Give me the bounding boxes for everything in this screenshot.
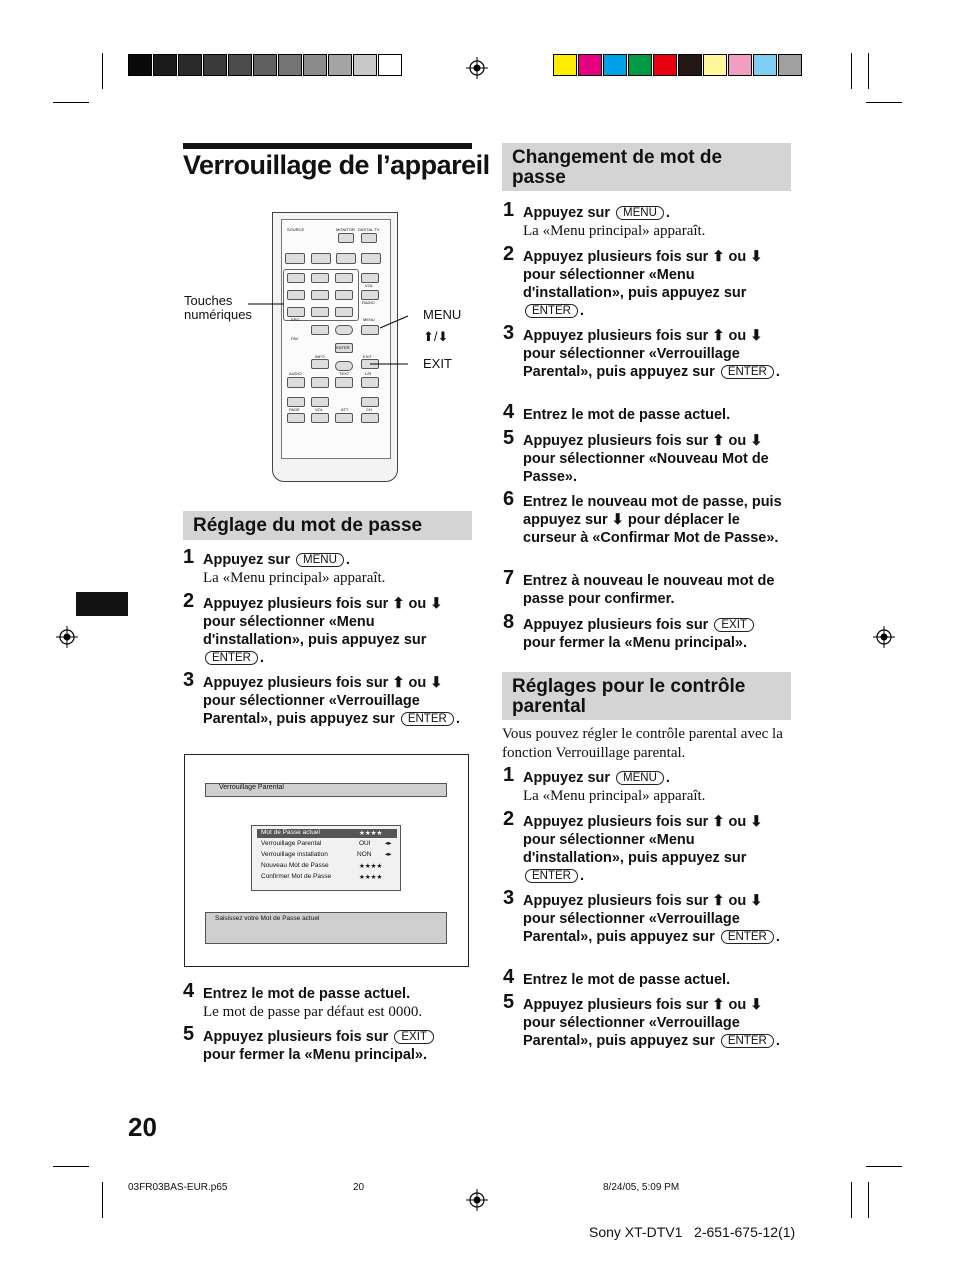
gray-swatch [178, 54, 202, 76]
step-item [503, 966, 787, 989]
step-number: 4 [183, 980, 195, 1002]
step-post: . [579, 868, 585, 884]
section-heading-reglage: Réglage du mot de passe [183, 511, 472, 540]
step-item [503, 611, 787, 652]
num-key [287, 273, 305, 283]
key-exit: EXIT [714, 618, 754, 632]
callout-lines [240, 290, 420, 380]
remote-button [311, 413, 329, 423]
section-intro: Vous pouvez régler le contrôle parental avec la fonction Verrouillage parental. [502, 726, 783, 761]
screen-row-label: Verrouillage installation [261, 851, 328, 858]
step-number: 5 [503, 991, 515, 1013]
step-item [503, 199, 793, 240]
registration-mark-icon [56, 626, 78, 648]
step-number: 1 [503, 199, 515, 221]
step-number: 3 [183, 669, 195, 691]
remote-label: MONITOR [336, 227, 355, 232]
step-number: 4 [503, 401, 515, 423]
step-text: Entrez le mot de passe actuel. [203, 986, 411, 1002]
crop-mark [53, 102, 89, 103]
crop-mark [851, 1182, 852, 1218]
step-number: 2 [183, 590, 195, 612]
remote-label: L/R [365, 371, 372, 376]
remote-label: AUDIO [289, 371, 302, 376]
screen-row-value: ★★★★ [359, 830, 383, 837]
remote-label: CH [366, 407, 372, 412]
step-subtext: Le mot de passe par défaut est 0000. [203, 1004, 423, 1020]
remote-button [361, 413, 379, 423]
step-number: 1 [183, 546, 195, 568]
page-number: 20 [128, 1112, 157, 1142]
title-rule [183, 143, 472, 149]
remote-label: FAV [291, 336, 299, 341]
screen-row-arrows: ◂▸ [385, 851, 392, 858]
step-number: 3 [503, 322, 515, 344]
color-swatch [753, 54, 777, 76]
remote-button [311, 253, 331, 264]
key-exit: EXIT [394, 1030, 434, 1044]
registration-mark-icon [466, 1189, 488, 1211]
registration-mark-icon [873, 626, 895, 648]
remote-label: TEXT [339, 371, 350, 376]
step-text: Appuyez plusieurs fois sur [523, 617, 709, 633]
remote-label: ATT [341, 407, 349, 412]
callout-exit: EXIT [423, 356, 452, 371]
gray-swatch [128, 54, 152, 76]
screen-row-label: Confirmer Mot de Passe [261, 873, 332, 880]
step-text: Appuyez sur [203, 552, 291, 568]
gray-swatch [203, 54, 227, 76]
key-enter: ENTER [525, 304, 578, 318]
step-subtext: La «Menu principal» apparaît. [523, 788, 706, 804]
gray-swatch [353, 54, 377, 76]
step-post: . [665, 205, 670, 221]
key-enter: ENTER [205, 651, 258, 665]
remote-label: SOURCE [287, 227, 305, 232]
footer-model: Sony XT-DTV1 2-651-675-12(1) [589, 1224, 796, 1240]
step-text: Appuyez plusieurs fois sur ⬆ ou ⬇ pour sélectionner «Verrouillage Parental», puis appuyez sur [523, 997, 763, 1049]
step-item [503, 567, 787, 608]
step-item [183, 669, 467, 728]
crop-mark [102, 1182, 103, 1218]
step-text: Entrez à nouveau le nouveau mot de passe pour confirmer. [523, 573, 775, 607]
registration-mark-icon [466, 57, 488, 79]
callout-menu: MENU [423, 307, 462, 322]
callout-touches: Touches numériques [184, 293, 252, 322]
remote-button [338, 233, 354, 243]
remote-label: EXIT [363, 354, 372, 359]
step-item [503, 887, 787, 946]
gray-swatch [378, 54, 402, 76]
remote-label: DIGITAL TV [358, 227, 380, 232]
step-number: 8 [503, 611, 515, 633]
remote-label: VOL [315, 407, 324, 412]
step-item [183, 546, 473, 587]
step-post: . [775, 364, 780, 380]
gray-swatch [228, 54, 252, 76]
step-text: Appuyez sur [523, 205, 611, 221]
gray-swatch [303, 54, 327, 76]
step-number: 7 [503, 567, 515, 589]
screen-illustration [184, 754, 469, 967]
step-text: Appuyez plusieurs fois sur ⬆ ou ⬇ pour sélectionner «Nouveau Mot de Passe». [523, 433, 769, 485]
step-post: pour fermer la «Menu principal». [523, 635, 747, 651]
screen-row-label: Verrouillage Parental [261, 840, 322, 847]
screen-row-value: OUI [359, 840, 371, 847]
step-post: pour fermer la «Menu principal». [203, 1047, 427, 1063]
remote-button [361, 397, 379, 407]
step-number: 6 [503, 488, 515, 510]
step-subtext: La «Menu principal» apparaît. [203, 570, 386, 586]
color-swatch [628, 54, 652, 76]
step-number: 5 [503, 427, 515, 449]
step-item [183, 980, 473, 1021]
crop-mark [866, 102, 902, 103]
step-number: 3 [503, 887, 515, 909]
step-number: 1 [503, 764, 515, 786]
remote-button [361, 273, 379, 283]
key-menu: MENU [616, 771, 664, 785]
step-item [183, 1023, 467, 1064]
screen-row-label: Mot de Passe actuel [261, 829, 320, 836]
step-item [503, 427, 793, 486]
step-text: Appuyez plusieurs fois sur ⬆ ou ⬇ pour sélectionner «Verrouillage Parental», puis appuyez sur [523, 328, 763, 380]
remote-label: PAGE [289, 407, 300, 412]
num-key [335, 273, 353, 283]
footer-date: 8/24/05, 5:09 PM [603, 1182, 680, 1193]
step-text: Appuyez sur [523, 770, 611, 786]
crop-mark [868, 1182, 869, 1218]
crop-mark [53, 1166, 89, 1167]
remote-button [287, 413, 305, 423]
step-item [503, 243, 787, 320]
step-text: Appuyez plusieurs fois sur ⬆ ou ⬇ pour sélectionner «Verrouillage Parental», puis appuyez sur [203, 675, 443, 727]
step-post: . [579, 303, 585, 319]
remote-button [287, 397, 305, 407]
step-post: . [665, 770, 670, 786]
screen-row-label: Nouveau Mot de Passe [261, 862, 329, 869]
step-text: Entrez le nouveau mot de passe, puis appuyez sur ⬇ pour déplacer le curseur à «Confirmar Mot de Passe». [523, 494, 782, 546]
remote-label: EPG [291, 317, 300, 322]
crop-mark [868, 53, 869, 89]
screen-row-value: ★★★★ [359, 874, 383, 881]
section-heading-controle: Réglages pour le contrôle parental [502, 672, 791, 720]
remote-label: VOL [365, 283, 374, 288]
step-text: Entrez le mot de passe actuel. [523, 407, 731, 423]
key-enter: ENTER [401, 712, 454, 726]
color-swatch [603, 54, 627, 76]
gray-swatch [278, 54, 302, 76]
num-key [311, 273, 329, 283]
remote-button [335, 413, 353, 423]
screen-row-value: ★★★★ [359, 863, 383, 870]
step-item [183, 590, 467, 667]
step-number: 5 [183, 1023, 195, 1045]
step-number: 2 [503, 808, 515, 830]
color-swatch [703, 54, 727, 76]
step-item [503, 488, 787, 547]
key-enter: ENTER [721, 365, 774, 379]
color-swatch [653, 54, 677, 76]
remote-button [311, 397, 329, 407]
key-enter: ENTER [721, 1034, 774, 1048]
footer-file: 03FR03BAS-EUR.p65 [128, 1182, 228, 1193]
step-text: Appuyez plusieurs fois sur [203, 1029, 389, 1045]
color-swatch [778, 54, 802, 76]
chapter-tab-mark [76, 592, 128, 616]
section-heading-changement: Changement de mot de passe [502, 143, 791, 191]
crop-mark [866, 1166, 902, 1167]
gray-swatch [253, 54, 277, 76]
step-number: 4 [503, 966, 515, 988]
step-post: . [259, 650, 265, 666]
crop-mark [102, 53, 103, 89]
step-text: Appuyez plusieurs fois sur ⬆ ou ⬇ pour sélectionner «Menu d'installation», puis appuyez sur [523, 814, 763, 866]
step-post: . [775, 929, 780, 945]
remote-button [336, 253, 356, 264]
screen-row-arrows: ◂▸ [385, 840, 392, 847]
gray-swatch [153, 54, 177, 76]
crop-mark [851, 53, 852, 89]
screen-status-text: Saisissez votre Mot de Passe actuel [215, 915, 320, 922]
remote-button [361, 253, 381, 264]
color-swatch [678, 54, 702, 76]
screen-row-value: NON [357, 851, 372, 858]
step-subtext: La «Menu principal» apparaît. [523, 223, 706, 239]
step-text: Appuyez plusieurs fois sur ⬆ ou ⬇ pour sélectionner «Verrouillage Parental», puis appuyez sur [523, 893, 763, 945]
page-title: Verrouillage de l’appareil [183, 150, 490, 180]
key-menu: MENU [296, 553, 344, 567]
step-item [503, 764, 793, 805]
footer-page: 20 [353, 1182, 365, 1193]
step-item [503, 322, 787, 381]
step-number: 2 [503, 243, 515, 265]
remote-label: RADIO [362, 300, 375, 305]
remote-label: MENU [363, 317, 375, 322]
step-text: Entrez le mot de passe actuel. [523, 972, 731, 988]
remote-label: ENTER [336, 345, 350, 350]
remote-button [361, 233, 377, 243]
gray-swatch [328, 54, 352, 76]
remote-button [285, 253, 305, 264]
step-post: . [775, 1033, 780, 1049]
step-item [503, 401, 787, 424]
color-swatch [728, 54, 752, 76]
color-swatch [553, 54, 577, 76]
key-enter: ENTER [721, 930, 774, 944]
callout-updown: ⬆/⬇ [423, 329, 449, 344]
key-enter: ENTER [525, 869, 578, 883]
step-item [503, 808, 787, 885]
step-text: Appuyez plusieurs fois sur ⬆ ou ⬇ pour sélectionner «Menu d'installation», puis appuyez sur [523, 249, 763, 301]
screen-title: Verrouillage Parental [219, 784, 284, 791]
step-item [503, 991, 787, 1050]
step-text: Appuyez plusieurs fois sur ⬆ ou ⬇ pour sélectionner «Menu d'installation», puis appuyez sur [203, 596, 443, 648]
remote-label: INFO [315, 354, 325, 359]
color-swatch [578, 54, 602, 76]
key-menu: MENU [616, 206, 664, 220]
step-post: . [345, 552, 350, 568]
step-post: . [455, 711, 460, 727]
